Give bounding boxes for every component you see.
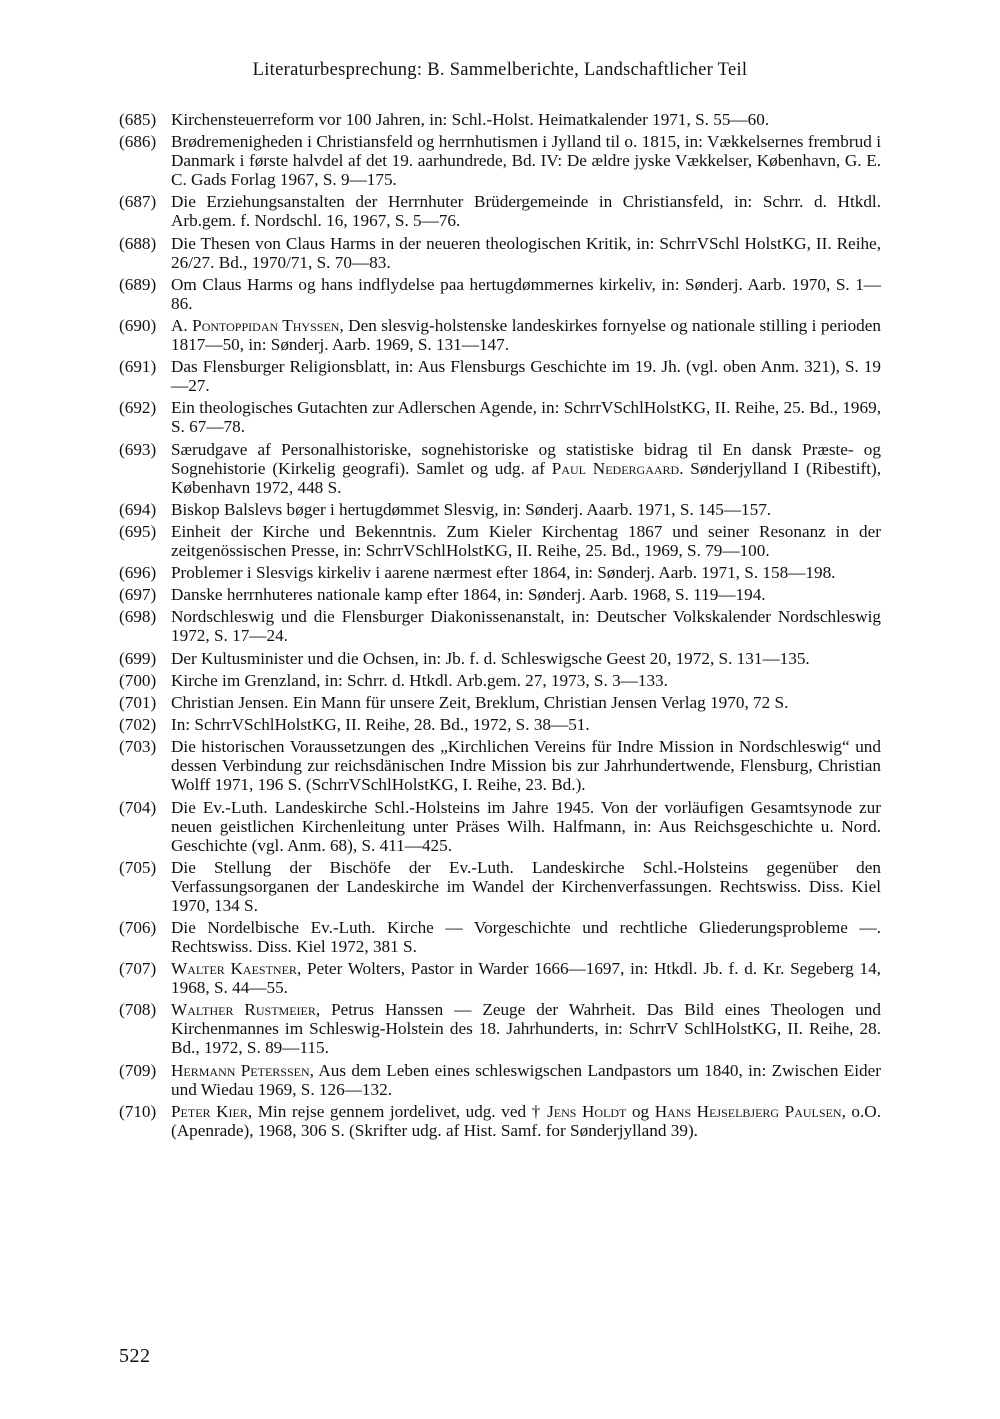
bibliography-entry [119,192,881,230]
editor-name: Hans Hejselbjerg Paulsen [654,1101,842,1121]
bibliography-entry [119,357,881,395]
bibliography-entry [119,398,881,436]
entry-number: (702) [119,715,157,735]
entry-number: (685) [119,110,157,129]
entry-number: (688) [119,233,157,253]
entry-text: Biskop Balslevs bøger i hertugdømmet Slesvig, in: Sønderj. Aaarb. 1971, S. 145—157. [171,499,772,519]
entry-number: (706) [119,917,157,937]
bibliography-entry [119,693,881,712]
entry-number: (699) [119,648,157,668]
entry-number: (689) [119,274,157,294]
author-name: A. Pontoppidan Thyssen [171,315,340,335]
bibliography-entry [119,671,881,690]
entry-number: (692) [119,398,157,418]
bibliography-entry [119,522,881,560]
entry-text: , Petrus Hanssen — Zeuge der Wahrheit. Das Bild eines Theologen und Kirchenmannes im Schleswig-Holstein des 18. Jahrhunderts, in: SchrrV SchlHolstKG, II. Reihe, 28. Bd., 1972, S. 89—115. [171,1000,881,1058]
entry-number: (701) [119,693,157,712]
bibliography-entry [119,918,881,956]
entry-text: Die Stellung der Bischöfe der Ev.-Luth. Landeskirche Schl.-Holsteins gegenüber den Verfassungsorganen der Landeskirche im Wandel der Kirchenverfassungen. Rechtswiss. Diss. Kiel 1970, 134 S. [171,857,881,915]
author-name: Hermann Peterssen [171,1060,310,1080]
entry-number: (687) [119,192,157,212]
entry-text: Ein theologisches Gutachten zur Adlerschen Agende, in: SchrrVSchlHolstKG, II. Reihe, 25. Bd., 1969, S. 67—78. [171,398,881,437]
entry-text: Die Thesen von Claus Harms in der neueren theologischen Kritik, in: SchrrVSchl HolstKG, II. Reihe, 26/27. Bd., 1970/71, S. 70—83. [171,233,881,272]
bibliography-entry [119,1000,881,1057]
bibliography-entry [119,858,881,915]
entry-text: Die Nordelbische Ev.-Luth. Kirche — Vorgeschichte und rechtliche Gliederungsprobleme —. Rechtswiss. Diss. Kiel 1972, 381 S. [171,917,881,956]
running-header: Literaturbesprechung: B. Sammelberichte, Landschaftlicher Teil [252,60,748,80]
entry-text: , Peter Wolters, Pastor in Warder 1666—1697, in: Htkdl. Jb. f. d. Kr. Segeberg 14, 1968, S. 44—55. [171,959,881,998]
entry-number: (696) [119,563,157,583]
bibliography-entry [119,798,881,855]
entry-number: (697) [119,585,157,605]
bibliography-entry [119,649,881,668]
bibliography-entry [119,1061,881,1099]
bibliography-entry [119,132,881,189]
entry-number: (686) [119,132,157,152]
entry-number: (691) [119,357,157,377]
entry-text: Om Claus Harms og hans indflydelse paa hertugdømmernes kirkeliv, in: Sønderj. Aarb. 1970, S. 1—86. [171,274,881,313]
author-name: Peter Kier [171,1101,248,1121]
bibliography-entry [119,234,881,272]
editor-name: Paul Nedergaard [551,458,680,478]
author-name: Walther Rustmeier [171,1000,316,1020]
bibliography-entry [119,959,881,997]
bibliography-entry [119,110,881,129]
entry-text: Nordschleswig und die Flensburger Diakonissenanstalt, in: Deutscher Volkskalender Nordschleswig 1972, S. 17—24. [171,607,881,646]
entry-number: (708) [119,1000,157,1020]
editor-name: Jens Holdt [547,1101,627,1121]
entry-number: (693) [119,439,157,459]
bibliography-entry [119,607,881,645]
entry-text: Kirchensteuerreform vor 100 Jahren, in: Schl.-Holst. Heimatkalender 1971, S. 55—60. [171,110,770,129]
entry-text: Einheit der Kirche und Bekenntnis. Zum Kieler Kirchentag 1867 und seiner Resonanz in der zeitgenössischen Presse, in: SchrrVSchlHolstKG, II. Reihe, 25. Bd., 1969, S. 79—100. [171,521,881,560]
entry-number: (709) [119,1060,157,1080]
entry-number: (707) [119,959,157,979]
bibliography-entry [119,500,881,519]
entry-text: Christian Jensen. Ein Mann für unsere Zeit, Breklum, Christian Jensen Verlag 1970, 72 S. [171,693,789,712]
bibliography-entry [119,563,881,582]
entry-text: Brødremenigheden i Christiansfeld og herrnhutismen i Jylland til o. 1815, in: Vækkelsernes frembrud i Danmark i første halvdel af det 19. aarhundrede, Bd. IV: De ældre jyske Vækkelser, København, G. E. C. Gads Forlag 1967, S. 9—175. [171,132,881,190]
entry-text: In: SchrrVSchlHolstKG, II. Reihe, 28. Bd., 1972, S. 38—51. [171,715,590,735]
bibliography-entry [119,275,881,313]
entry-text: Kirche im Grenzland, in: Schrr. d. Htkdl. Arb.gem. 27, 1973, S. 3—133. [171,670,668,690]
entry-text: og [626,1101,655,1121]
entry-text: Særudgave af Personalhistoriske, sognehistoriske og statistiske bidrag til En dansk Præste- og Sognehistorie (Kirkelig geografi). Samlet og udg. af [171,439,881,478]
entry-text: Das Flensburger Religionsblatt, in: Aus Flensburgs Geschichte im 19. Jh. (vgl. oben Anm. 321), S. 19—27. [171,357,881,396]
bibliography-entry [119,1102,881,1140]
entry-text: , o.O. (Apenrade), 1968, 306 S. (Skrifter udg. af Hist. Samf. for Sønderjylland 39). [171,1101,882,1140]
bibliography-list [119,110,881,1143]
entry-text: Problemer i Slesvigs kirkeliv i aarene nærmest efter 1864, in: Sønderj. Aarb. 1971, S. 158—198. [171,563,836,583]
entry-number: (705) [119,857,157,877]
entry-text: , Aus dem Leben eines schleswigschen Landpastors um 1840, in: Zwischen Eider und Wiedau 1969, S. 126—132. [171,1060,882,1099]
entry-text: , Min rejse gennem jordelivet, udg. ved † [247,1101,548,1121]
entry-number: (694) [119,499,157,519]
entry-number: (710) [119,1101,157,1121]
entry-text: Die historischen Voraussetzungen des „Kirchlichen Vereins für Indre Mission in Nordschleswig“ und dessen Verbindung zur reichsdänischen Indre Mission bis zur Jahrhundertwende, Flensburg, Christian Wolff 1971, 196 S. (SchrrVSchlHolstKG, I. Reihe, 23. Bd.). [171,737,881,795]
author-name: Walter Kaestner [171,959,297,979]
entry-text: Die Erziehungsanstalten der Herrnhuter Brüdergemeinde in Christiansfeld, in: Schrr. d. Htkdl. Arb.gem. f. Nordschl. 16, 1967, S. 5—76. [171,192,881,231]
entry-text: . Sønderjylland I (Ribestift), København 1972, 448 S. [171,458,881,497]
entry-text: Die Ev.-Luth. Landeskirche Schl.-Holsteins im Jahre 1945. Von der vorläufigen Gesamtsynode zur neuen geistlichen Kirchenleitung unter Präses Wilh. Halfmann, in: Aus Reichsgeschichte u. Nord. Geschichte (vgl. Anm. 68), S. 411—425. [171,797,881,855]
entry-text: Danske herrnhuteres nationale kamp efter 1864, in: Sønderj. Aarb. 1968, S. 119—194. [171,585,766,605]
bibliography-entry [119,316,881,354]
entry-text: Der Kultusminister und die Ochsen, in: Jb. f. d. Schleswigsche Geest 20, 1972, S. 131—135. [171,648,810,668]
entry-number: (704) [119,797,157,817]
bibliography-entry [119,737,881,794]
page-number: 522 [119,1345,151,1367]
bibliography-entry [119,715,881,734]
entry-number: (700) [119,670,157,690]
entry-number: (698) [119,607,157,627]
bibliography-entry [119,440,881,497]
entry-number: (703) [119,737,157,757]
entry-text: , Den slesvig-holstenske landeskirkes fornyelse og nationale stilling i perioden 1817—50, in: Sønderj. Aarb. 1969, S. 131—147. [171,315,881,354]
entry-number: (695) [119,521,157,541]
entry-number: (690) [119,315,157,335]
bibliography-entry [119,585,881,604]
